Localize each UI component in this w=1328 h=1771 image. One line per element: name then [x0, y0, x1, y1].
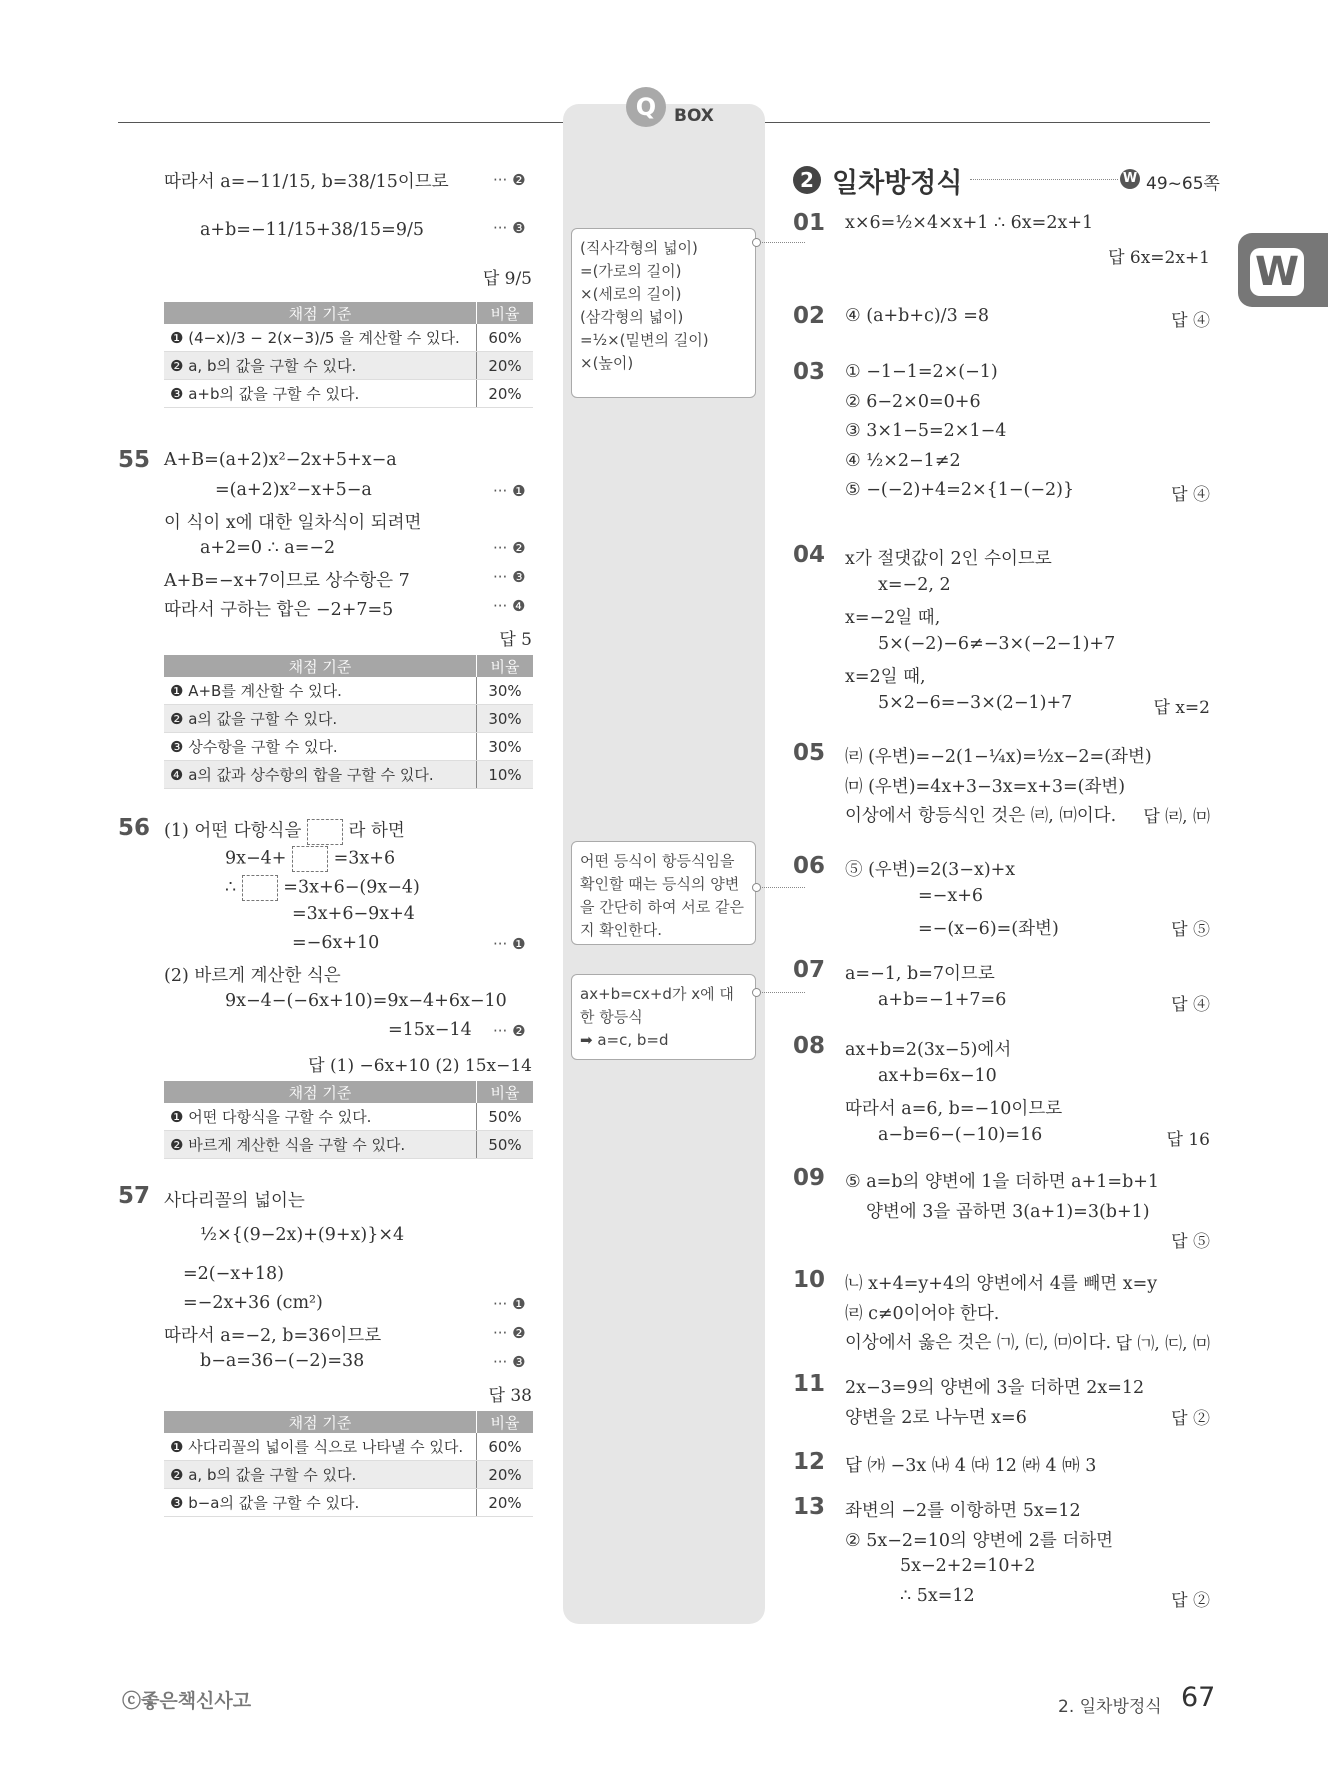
table-cell: 30%	[477, 677, 534, 705]
scoring-table	[164, 655, 533, 789]
question-number: 01	[793, 210, 826, 236]
text-line	[225, 875, 420, 901]
answer: 답 ④	[1171, 311, 1210, 331]
step-marker: ··· ❶	[493, 935, 526, 953]
text-fragment: =3x+6−(9x−4)	[283, 877, 420, 898]
question-number: 56	[118, 815, 151, 841]
answer: 답 9/5	[482, 269, 532, 289]
step-marker: ··· ❸	[493, 1353, 526, 1371]
text-line: ㈃ c≠0이어야 한다.	[845, 1303, 1000, 1324]
text-line: ② 6−2×0=0+6	[845, 391, 981, 412]
text-line: x=2일 때,	[845, 667, 926, 687]
answer: 답 ⑤	[1171, 1232, 1210, 1252]
table-header: 비율	[477, 1081, 534, 1103]
step-marker: ··· ❷	[493, 539, 526, 557]
text-line: =3x+6−9x+4	[292, 904, 415, 924]
scoring-table	[164, 302, 533, 408]
question-number: 05	[793, 740, 826, 766]
title-leader	[970, 179, 1118, 180]
text-line: =2(−x+18)	[183, 1264, 284, 1284]
blank-box	[242, 875, 278, 901]
text-line: A+B=−x+7이므로 상수항은 7	[164, 571, 410, 591]
answer: 답 6x=2x+1	[1108, 247, 1210, 268]
text-line: 따라서 a=−11/15, b=38/15이므로	[164, 172, 449, 192]
question-number: 13	[793, 1494, 826, 1520]
answer: 답 ㈃, ㈄	[1143, 807, 1210, 827]
step-marker: ··· ❶	[493, 482, 526, 500]
page-number: 67	[1181, 1682, 1216, 1713]
text-line: a+b=−1+7=6	[878, 989, 1007, 1010]
text-line: =−6x+10	[292, 933, 380, 953]
table-cell: 30%	[477, 733, 534, 761]
text-line: ax+b=6x−10	[878, 1065, 997, 1086]
qbox-note-identity-condition	[571, 974, 756, 1060]
text-fragment: 9x−4+	[225, 848, 287, 869]
table-cell: ❹ a의 값과 상수항의 합을 구할 수 있다.	[164, 761, 477, 789]
note-line: =½×(밑변의 길이)	[580, 331, 709, 349]
section-number-badge: 2	[793, 166, 821, 194]
text-line: ½×{(9−2x)+(9+x)}×4	[200, 1225, 405, 1245]
question-number: 10	[793, 1267, 826, 1293]
text-line: =(a+2)x²−x+5−a	[215, 480, 372, 500]
chapter-label: 2. 일차방정식	[1058, 1697, 1162, 1717]
qbox-note-identity: 어떤 등식이 항등식임을 확인할 때는 등식의 양변을 간단히 하여 서로 같은지 확인한다.	[571, 841, 756, 945]
text-fragment: 라 하면	[348, 821, 405, 841]
note-line: ×(높이)	[580, 354, 634, 372]
text-fragment: (1) 어떤 다항식을	[164, 821, 302, 841]
note-line: ×(세로의 길이)	[580, 285, 682, 303]
answer: 답 5	[499, 630, 532, 650]
table-cell: ❸ b−a의 값을 구할 수 있다.	[164, 1489, 477, 1517]
text-line: ⑤ a=b의 양변에 1을 더하면 a+1=b+1	[845, 1172, 1160, 1192]
text-line: x가 절댓값이 2인 수이므로	[845, 549, 1052, 569]
answer: 답 x=2	[1153, 697, 1210, 718]
table-cell: 60%	[477, 324, 534, 352]
step-marker: ··· ❷	[493, 171, 526, 189]
answer: 답 38	[488, 1386, 532, 1406]
note-leader	[760, 887, 805, 888]
table-cell: ❷ a, b의 값을 구할 수 있다.	[164, 1461, 477, 1489]
text-line: ⑤ (우변)=2(3−x)+x	[845, 860, 1016, 880]
scoring-table	[164, 1081, 533, 1159]
table-cell: ❶ 사다리꼴의 넓이를 식으로 나타낼 수 있다.	[164, 1433, 477, 1461]
text-line	[225, 846, 395, 872]
text-line: ② 5x−2=10의 양변에 2를 더하면	[845, 1530, 1114, 1551]
section-page-ref: 49~65쪽	[1146, 174, 1220, 194]
text-line: x×6=½×4×x+1 ∴ 6x=2x+1	[845, 213, 1094, 233]
text-line: 양변을 2로 나누면 x=6	[845, 1407, 1027, 1428]
table-cell: ❸ a+b의 값을 구할 수 있다.	[164, 380, 477, 408]
question-number: 12	[793, 1449, 826, 1475]
blank-box	[307, 819, 343, 845]
workbook-icon: W	[1120, 169, 1140, 189]
text-line: (2) 바르게 계산한 식은	[164, 966, 341, 986]
table-cell: ❶ (4−x)/3 − 2(x−3)/5 을 계산할 수 있다.	[164, 324, 477, 352]
table-cell: 10%	[477, 761, 534, 789]
table-cell: 60%	[477, 1433, 534, 1461]
answer: 답 ④	[1171, 994, 1210, 1015]
text-line: a+b=−11/15+38/15=9/5	[200, 220, 424, 240]
text-line: ④ ½×2−1≠2	[845, 450, 961, 471]
text-line: A+B=(a+2)x²−2x+5+x−a	[164, 450, 397, 470]
question-number: 02	[793, 303, 826, 329]
table-cell: ❸ 상수항을 구할 수 있다.	[164, 733, 477, 761]
text-line: ㈁ x+4=y+4의 양변에서 4를 빼면 x=y	[845, 1274, 1158, 1294]
text-line: ax+b=2(3x−5)에서	[845, 1040, 1012, 1060]
w-tab-icon: W	[1250, 248, 1304, 296]
table-cell: 20%	[477, 380, 534, 408]
table-header: 채점 기준	[164, 1411, 477, 1433]
question-number: 09	[793, 1165, 826, 1191]
text-line: ㈄ (우변)=4x+3−3x=x+3=(좌변)	[845, 776, 1126, 797]
text-line: ③ 3×1−5=2×1−4	[845, 421, 1007, 441]
question-number: 11	[793, 1371, 826, 1397]
table-cell: 50%	[477, 1103, 534, 1131]
text-line: b−a=36−(−2)=38	[200, 1351, 365, 1371]
text-line: ∴ 5x=12	[900, 1585, 975, 1606]
text-line: 좌변의 −2를 이항하면 5x=12	[845, 1501, 1081, 1521]
text-line: 9x−4−(−6x+10)=9x−4+6x−10	[225, 991, 507, 1011]
scoring-table	[164, 1411, 533, 1517]
text-line: 이상에서 옳은 것은 ㈀, ㈂, ㈄이다.	[845, 1333, 1112, 1353]
question-number: 06	[793, 853, 826, 879]
answer: 답 16	[1166, 1129, 1210, 1150]
text-line: 따라서 구하는 합은 −2+7=5	[164, 600, 394, 620]
answer: 답 (1) −6x+10 (2) 15x−14	[308, 1056, 532, 1076]
section-title: 일차방정식	[832, 168, 963, 199]
qbox-note-area	[571, 228, 756, 398]
table-header: 비율	[477, 302, 534, 324]
table-cell: 30%	[477, 705, 534, 733]
answer: 답 ④	[1171, 485, 1210, 505]
table-cell: 20%	[477, 1461, 534, 1489]
text-line: 5×2−6=−3×(2−1)+7	[878, 692, 1073, 713]
note-line: ax+b=cx+d가 x에 대한 항등식	[580, 985, 734, 1026]
text-line: 2x−3=9의 양변에 3을 더하면 2x=12	[845, 1378, 1145, 1398]
text-line: ㈃ (우변)=−2(1−¼x)=½x−2=(좌변)	[845, 747, 1152, 767]
text-line: 따라서 a=−2, b=36이므로	[164, 1326, 382, 1346]
answer: 답 ㈀, ㈂, ㈄	[1115, 1334, 1210, 1354]
note-leader	[760, 992, 805, 993]
note-line: (직사각형의 넓이)	[580, 239, 698, 257]
step-marker: ··· ❸	[493, 219, 526, 237]
table-header: 채점 기준	[164, 302, 477, 324]
text-line: a+2=0 ∴ a=−2	[200, 538, 336, 558]
question-number: 57	[118, 1183, 151, 1209]
text-line: 양변에 3을 곱하면 3(a+1)=3(b+1)	[866, 1201, 1150, 1222]
qbox-badge: Q	[626, 87, 666, 127]
text-line: 답 ㈎ −3x ㈏ 4 ㈐ 12 ㈑ 4 ㈒ 3	[845, 1456, 1097, 1476]
copyright: ⓒ좋은책신사고	[122, 1690, 252, 1712]
table-cell: ❷ 바르게 계산한 식을 구할 수 있다.	[164, 1131, 477, 1159]
text-fragment: =3x+6	[333, 848, 396, 869]
text-line: 5x−2+2=10+2	[900, 1556, 1036, 1576]
step-marker: ··· ❷	[493, 1022, 526, 1040]
step-marker: ··· ❶	[493, 1295, 526, 1313]
note-line: ➡ a=c, b=d	[580, 1031, 669, 1049]
text-line: 5×(−2)−6≠−3×(−2−1)+7	[878, 633, 1116, 654]
text-line	[164, 817, 405, 845]
step-marker: ··· ❸	[493, 568, 526, 586]
text-line: a−b=6−(−10)=16	[878, 1124, 1043, 1145]
text-line: =−x+6	[918, 885, 983, 906]
text-line: 이상에서 항등식인 것은 ㈃, ㈄이다.	[845, 806, 1117, 826]
table-cell: ❶ 어떤 다항식을 구할 수 있다.	[164, 1103, 477, 1131]
table-cell: ❷ a의 값을 구할 수 있다.	[164, 705, 477, 733]
table-cell: ❶ A+B를 계산할 수 있다.	[164, 677, 477, 705]
step-marker: ··· ❹	[493, 597, 526, 615]
blank-box	[292, 846, 328, 872]
table-header: 채점 기준	[164, 1081, 477, 1103]
table-cell: 20%	[477, 352, 534, 380]
table-header: 채점 기준	[164, 655, 477, 677]
answer: 답 ⑤	[1171, 920, 1210, 940]
qbox-label: BOX	[674, 106, 714, 126]
table-cell: 50%	[477, 1131, 534, 1159]
question-number: 07	[793, 957, 826, 983]
text-line: x=−2일 때,	[845, 608, 941, 628]
question-number: 03	[793, 359, 826, 385]
text-line: =−2x+36 (cm²)	[183, 1293, 323, 1313]
table-header: 비율	[477, 655, 534, 677]
question-number: 04	[793, 542, 826, 568]
text-line: a=−1, b=7이므로	[845, 964, 995, 984]
answer: 답 ②	[1171, 1408, 1210, 1429]
step-marker: ··· ❷	[493, 1324, 526, 1342]
question-number: 55	[118, 447, 151, 473]
text-line: ⑤ −(−2)+4=2×{1−(−2)}	[845, 480, 1075, 500]
text-line: 사다리꼴의 넓이는	[164, 1191, 305, 1211]
text-line: 따라서 a=6, b=−10이므로	[845, 1099, 1063, 1119]
text-line: 이 식이 x에 대한 일차식이 되려면	[164, 513, 422, 533]
note-line: (삼각형의 넓이)	[580, 308, 684, 326]
text-line: ④ (a+b+c)/3 =8	[845, 306, 990, 326]
question-number: 08	[793, 1033, 826, 1059]
table-cell: 20%	[477, 1489, 534, 1517]
note-leader	[760, 242, 805, 243]
table-header: 비율	[477, 1411, 534, 1433]
text-line: =15x−14	[388, 1020, 472, 1040]
text-line: ① −1−1=2×(−1)	[845, 362, 998, 382]
table-cell: ❷ a, b의 값을 구할 수 있다.	[164, 352, 477, 380]
text-fragment: ∴	[225, 877, 237, 898]
note-line: =(가로의 길이)	[580, 262, 682, 280]
text-line: =−(x−6)=(좌변)	[918, 919, 1059, 939]
answer: 답 ②	[1171, 1590, 1210, 1611]
text-line: x=−2, 2	[878, 574, 951, 595]
